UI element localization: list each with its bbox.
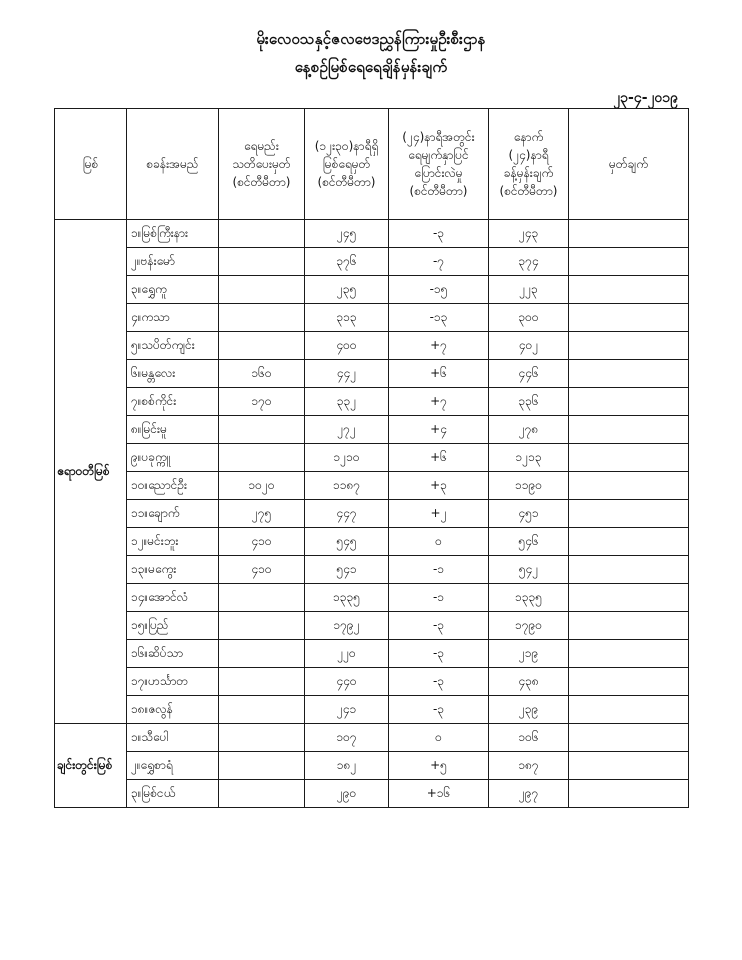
current-level-cell: ၅၄၅ [305, 528, 389, 556]
change-cell: -၁ [389, 584, 489, 612]
danger-level-cell [219, 640, 305, 668]
header-change: (၂၄)နာရီအတွင်း ရေမျက်နှာပြင် ပြောင်းလဲမှု (စင်တီမီတာ) [389, 109, 489, 220]
table-row [55, 528, 689, 556]
current-level-cell: ၅၄၁ [305, 556, 389, 584]
forecast-cell: ၂၉၇ [489, 780, 569, 808]
danger-level-cell: ၄၁၀ [219, 556, 305, 584]
current-level-cell: ၁၁၈၇ [305, 472, 389, 500]
danger-level-cell [219, 444, 305, 472]
current-level-cell: ၂၇၂ [305, 416, 389, 444]
remarks-cell [569, 276, 689, 304]
change-cell: -၃ [389, 668, 489, 696]
forecast-cell: ၃၃၆ [489, 388, 569, 416]
station-cell: ၃။မြစ်ငယ် [127, 780, 219, 808]
remarks-cell [569, 220, 689, 248]
forecast-cell: ၂၂၃ [489, 276, 569, 304]
change-cell: -၃ [389, 640, 489, 668]
forecast-cell: ၁၂၁၃ [489, 444, 569, 472]
change-cell: +၃ [389, 472, 489, 500]
table-row [55, 304, 689, 332]
current-level-cell: ၁၂၁၀ [305, 444, 389, 472]
station-cell: ၁၀။ညောင်ဦး [127, 472, 219, 500]
change-cell: +၆ [389, 360, 489, 388]
danger-level-cell [219, 248, 305, 276]
current-level-cell: ၄၄၇ [305, 500, 389, 528]
station-cell: ၂။ရွှေစာရံ [127, 752, 219, 780]
table-row [55, 640, 689, 668]
forecast-cell: ၃၇၄ [489, 248, 569, 276]
forecast-cell: ၂၁၉ [489, 640, 569, 668]
remarks-cell [569, 556, 689, 584]
change-cell: -၇ [389, 248, 489, 276]
danger-level-cell: ၂၇၅ [219, 500, 305, 528]
remarks-cell [569, 444, 689, 472]
station-cell: ၂။ဗန်းမော် [127, 248, 219, 276]
remarks-cell [569, 528, 689, 556]
river-level-table [54, 108, 689, 808]
forecast-cell: ၂၇၈ [489, 416, 569, 444]
forecast-cell: ၂၃၉ [489, 696, 569, 724]
change-cell: +၅ [389, 752, 489, 780]
table-row [55, 752, 689, 780]
table-row [55, 276, 689, 304]
current-level-cell: ၁၇၉၂ [305, 612, 389, 640]
current-level-cell: ၄၀၀ [305, 332, 389, 360]
table-row [55, 444, 689, 472]
station-cell: ၁၂။မင်းဘူး [127, 528, 219, 556]
table-row [55, 584, 689, 612]
station-cell: ၁။မြစ်ကြီးနား [127, 220, 219, 248]
forecast-cell: ၁၃၃၅ [489, 584, 569, 612]
current-level-cell: ၁၃၃၅ [305, 584, 389, 612]
station-cell: ၆။မန္တလေး [127, 360, 219, 388]
header-danger-level: ရေမည်း သတိပေးမှတ် (စင်တီမီတာ) [219, 109, 305, 220]
remarks-cell [569, 360, 689, 388]
remarks-cell [569, 696, 689, 724]
change-cell: -၃ [389, 696, 489, 724]
station-cell: ၁၈။ဇလွန် [127, 696, 219, 724]
table-row [55, 556, 689, 584]
remarks-cell [569, 388, 689, 416]
station-cell: ၁၃။မကွေး [127, 556, 219, 584]
page-title: မိုးလေဝသနှင့်ဇလဗေဒညွှန်ကြားမှုဦးစီးဌာန [256, 30, 486, 48]
table-row [55, 416, 689, 444]
danger-level-cell [219, 332, 305, 360]
table-row [55, 388, 689, 416]
danger-level-cell [219, 276, 305, 304]
table-row [55, 472, 689, 500]
station-cell: ၃။ရွှေကူ [127, 276, 219, 304]
change-cell: ၀ [389, 528, 489, 556]
remarks-cell [569, 752, 689, 780]
station-cell: ၄။ကသာ [127, 304, 219, 332]
danger-level-cell [219, 696, 305, 724]
remarks-cell [569, 668, 689, 696]
change-cell: +၇ [389, 332, 489, 360]
station-cell: ၅။သပိတ်ကျင်း [127, 332, 219, 360]
change-cell: +၁၆ [389, 780, 489, 808]
current-level-cell: ၂၉၀ [305, 780, 389, 808]
danger-level-cell [219, 304, 305, 332]
header-station: စခန်းအမည် [127, 109, 219, 220]
change-cell: ၀ [389, 724, 489, 752]
table-row [55, 780, 689, 808]
remarks-cell [569, 612, 689, 640]
change-cell: -၁၃ [389, 304, 489, 332]
forecast-cell: ၁၇၉၀ [489, 612, 569, 640]
river-name-cell: ဧရာဝတီမြစ် [55, 220, 127, 724]
forecast-cell: ၅၄၂ [489, 556, 569, 584]
remarks-cell [569, 248, 689, 276]
remarks-cell [569, 724, 689, 752]
remarks-cell [569, 304, 689, 332]
table-row [55, 360, 689, 388]
forecast-cell: ၅၄၆ [489, 528, 569, 556]
change-cell: +၆ [389, 444, 489, 472]
header-forecast: နောက် (၂၄)နာရီ ခန့်မှန်းချက် (စင်တီမီတာ) [489, 109, 569, 220]
header-current-level: (၁၂း၃၀)နာရီရှိ မြစ်ရေမှတ် (စင်တီမီတာ) [305, 109, 389, 220]
danger-level-cell [219, 780, 305, 808]
station-cell: ၁၇။ဟင်္သာတ [127, 668, 219, 696]
table-row [55, 668, 689, 696]
change-cell: -၁၅ [389, 276, 489, 304]
forecast-cell: ၁၀၆ [489, 724, 569, 752]
remarks-cell [569, 500, 689, 528]
header-river: မြစ် [55, 109, 127, 220]
current-level-cell: ၃၃၂ [305, 388, 389, 416]
current-level-cell: ၄၄၂ [305, 360, 389, 388]
current-level-cell: ၃၁၃ [305, 304, 389, 332]
danger-level-cell [219, 612, 305, 640]
station-cell: ၁၄။အောင်လံ [127, 584, 219, 612]
station-cell: ၇။စစ်ကိုင်း [127, 388, 219, 416]
station-cell: ၁။သီပေါ [127, 724, 219, 752]
danger-level-cell: ၁၆၀ [219, 360, 305, 388]
current-level-cell: ၂၂၀ [305, 640, 389, 668]
forecast-cell: ၄၃၈ [489, 668, 569, 696]
remarks-cell [569, 416, 689, 444]
table-row [55, 724, 689, 752]
change-cell: +၇ [389, 388, 489, 416]
forecast-cell: ၁၁၉၀ [489, 472, 569, 500]
station-cell: ၈။မြင်းမူ [127, 416, 219, 444]
change-cell: -၁ [389, 556, 489, 584]
forecast-cell: ၄၅၁ [489, 500, 569, 528]
forecast-cell: ၄၀၂ [489, 332, 569, 360]
change-cell: +၂ [389, 500, 489, 528]
current-level-cell: ၂၄၅ [305, 220, 389, 248]
change-cell: -၃ [389, 612, 489, 640]
table-row [55, 248, 689, 276]
forecast-cell: ၃၀၀ [489, 304, 569, 332]
current-level-cell: ၃၇၆ [305, 248, 389, 276]
header-remarks: မှတ်ချက် [569, 109, 689, 220]
danger-level-cell: ၄၁၀ [219, 528, 305, 556]
danger-level-cell [219, 752, 305, 780]
forecast-cell: ၄၄၆ [489, 360, 569, 388]
danger-level-cell: ၁၀၂၀ [219, 472, 305, 500]
table-header-row [55, 109, 689, 220]
station-cell: ၁၆။ဆိပ်သာ [127, 640, 219, 668]
remarks-cell [569, 584, 689, 612]
danger-level-cell [219, 416, 305, 444]
danger-level-cell: ၁၇၀ [219, 388, 305, 416]
danger-level-cell [219, 668, 305, 696]
station-cell: ၁၁။ချောက် [127, 500, 219, 528]
current-level-cell: ၂၃၅ [305, 276, 389, 304]
table-row [55, 332, 689, 360]
change-cell: -၃ [389, 220, 489, 248]
current-level-cell: ၄၄၀ [305, 668, 389, 696]
forecast-cell: ၂၄၃ [489, 220, 569, 248]
current-level-cell: ၁၈၂ [305, 752, 389, 780]
table-row [55, 696, 689, 724]
report-date: ၂၃-၄-၂၀၁၉ [613, 90, 678, 106]
table-row [55, 500, 689, 528]
current-level-cell: ၁၀၇ [305, 724, 389, 752]
remarks-cell [569, 332, 689, 360]
table-row [55, 612, 689, 640]
remarks-cell [569, 640, 689, 668]
forecast-cell: ၁၈၇ [489, 752, 569, 780]
change-cell: +၄ [389, 416, 489, 444]
danger-level-cell [219, 584, 305, 612]
danger-level-cell [219, 220, 305, 248]
station-cell: ၉။ပခုက္ကူ [127, 444, 219, 472]
danger-level-cell [219, 724, 305, 752]
river-name-cell: ချင်းတွင်းမြစ် [55, 724, 127, 808]
station-cell: ၁၅။ပြည် [127, 612, 219, 640]
remarks-cell [569, 780, 689, 808]
table-row [55, 220, 689, 248]
current-level-cell: ၂၄၁ [305, 696, 389, 724]
remarks-cell [569, 472, 689, 500]
page-subtitle: နေ့စဉ်မြစ်ရေရေချိန်မှန်းချက် [294, 58, 448, 76]
